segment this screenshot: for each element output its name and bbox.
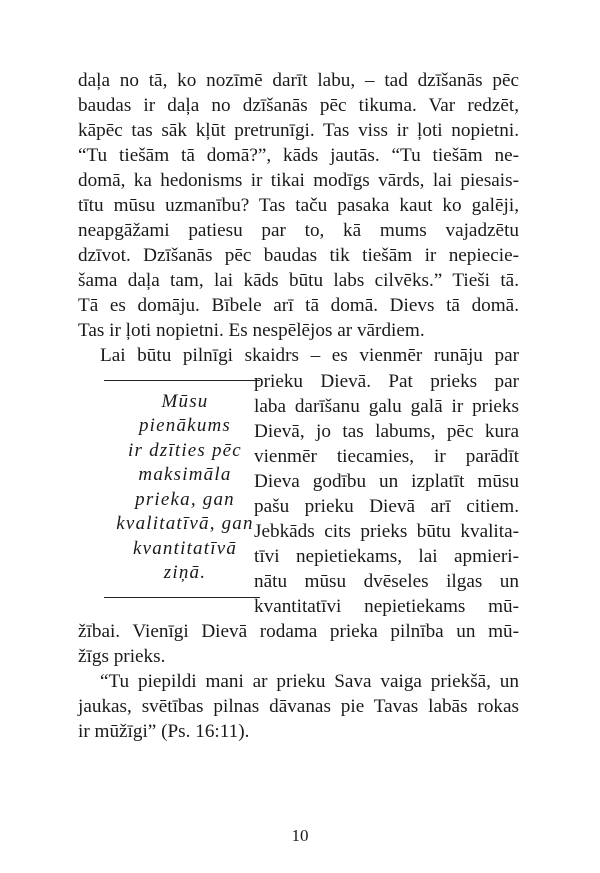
page-number: 10 (291, 826, 309, 845)
text-line: Dieva godību un izplatīt mūsu (254, 471, 519, 492)
pull-quote-line: pienākums (138, 415, 232, 436)
text-line: žībai. Vienīgi Dievā rodama prieka pilnība un mū- (78, 621, 519, 642)
text-line: Lai būtu pilnīgi skaidrs – es vienmēr runāju par (100, 345, 519, 366)
text-line: Dievā, jo tas labums, pēc kura (254, 421, 519, 442)
pull-quote-line: maksimāla (138, 464, 232, 485)
pull-quote-line: kvantitatīvā (132, 538, 238, 559)
text-line: kvantitatīvi nepietiekams mū- (254, 596, 519, 617)
text-line: Tas ir ļoti nopietni. Es nespēlējos ar vārdiem. (78, 320, 425, 341)
text-line: daļa no tā, ko nozīmē darīt labu, – tad dzīšanās pēc (78, 70, 519, 91)
pull-quote-line: prieka, gan (135, 489, 235, 510)
pull-quote-line: kvalitatīvā, gan (116, 513, 254, 534)
text-line: vienmēr tiecamies, ir parādīt (254, 446, 519, 467)
text-line: “Tu tiešām tā domā?”, kāds jautās. “Tu tiešām ne- (78, 145, 519, 166)
text-line: baudas ir daļa no dzīšanās pēc tikuma. Var redzēt, (78, 95, 519, 116)
text-line: neapgāžami patiesu par to, kā mums vajadzētu (78, 220, 519, 241)
pull-quote-line: ziņā. (163, 562, 207, 583)
pull-quote-line: ir dzīties pēc (128, 440, 242, 461)
text-line: laba darīšanu galu galā ir prieks (254, 396, 519, 417)
text-line: pašu prieku Dievā arī citiem. (254, 496, 519, 517)
text-line: domā, ka hedonisms ir tikai modīgs vārds, lai piesais- (78, 170, 519, 191)
pull-quote-line: Mūsu (161, 391, 209, 412)
pull-quote-bottom-rule (104, 597, 260, 598)
pull-quote-top-rule (104, 380, 260, 381)
text-line: ir mūžīgi” (Ps. 16:11). (78, 721, 250, 742)
text-line: tītu mūsu uzmanību? Tas taču pasaka kaut ko galēji, (78, 195, 519, 216)
text-line: šama daļa tam, lai kāds būtu labs cilvēks.” Tieši tā. (78, 270, 519, 291)
text-line: prieku Dievā. Pat prieks par (254, 371, 519, 392)
text-line: kāpēc tas sāk kļūt pretrunīgi. Tas viss ir ļoti nopietni. (78, 120, 519, 141)
text-line: dzīvot. Dzīšanās pēc baudas tik tiešām ir nepiecie- (78, 245, 519, 266)
text-line: Tā es domāju. Bībele arī tā domā. Dievs tā domā. (78, 295, 519, 316)
text-line: žīgs prieks. (78, 646, 166, 667)
text-line: “Tu piepildi mani ar prieku Sava vaiga priekšā, un (100, 671, 519, 692)
text-line: nātu mūsu dvēseles ilgas un (254, 571, 519, 592)
text-line: Jebkāds cits prieks būtu kvalita- (254, 521, 519, 542)
text-line: tīvi nepietiekams, lai apmieri- (254, 546, 519, 567)
text-line: jaukas, svētības pilnas dāvanas pie Tavas labās rokas (78, 696, 519, 717)
